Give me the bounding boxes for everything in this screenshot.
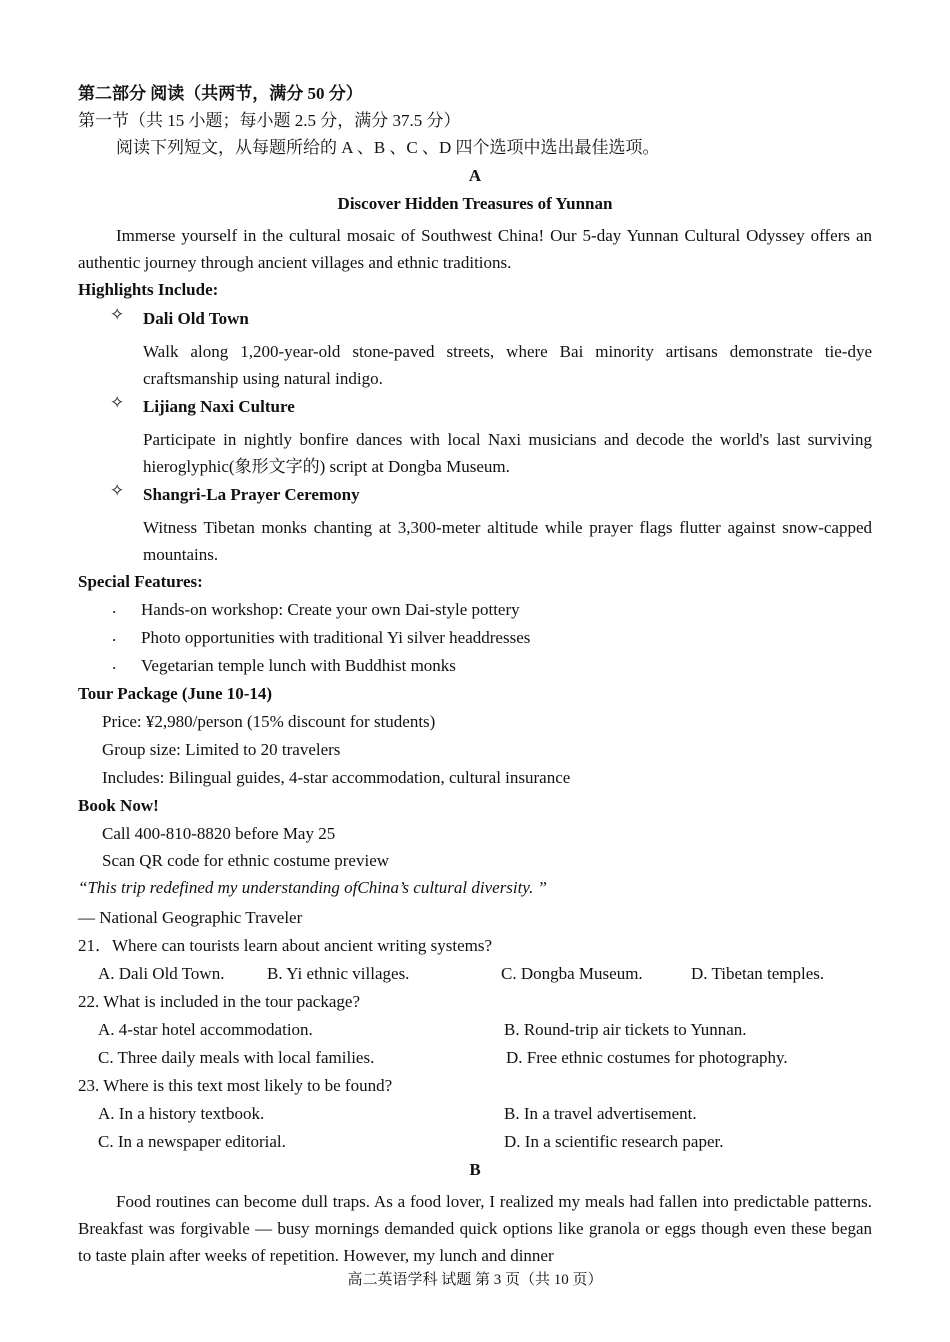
option-a: A. In a history textbook. [98,1104,265,1123]
option-a: A. 4-star hotel accommodation. [98,1020,313,1039]
passage-a-title: Discover Hidden Treasures of Yunnan [337,194,613,213]
question-stem: 22. What is included in the tour package? [78,992,360,1011]
option-b: B. In a travel advertisement. [504,1104,697,1123]
bullet-dot-icon: . [112,598,117,617]
option-d: D. Free ethnic costumes for photography. [506,1048,788,1067]
highlight-title: Shangri-La Prayer Ceremony [143,485,360,504]
option-d: D. Tibetan temples. [691,964,825,983]
package-item: Group size: Limited to 20 travelers [102,740,341,759]
page-footer: 高二英语学科 试题 第 3 页（共 10 页） [347,1272,603,1288]
passage-b-letter: B [469,1160,481,1179]
highlights-label: Highlights Include: [78,280,219,299]
option-c: C. Dongba Museum. [501,964,643,983]
question-stem: 23. Where is this text most likely to be found? [78,1076,393,1095]
four-point-star-icon: ✧ [110,393,125,412]
package-label: Tour Package (June 10-14) [78,684,273,703]
instruction: 阅读下列短文，从每题所给的 A 、B 、C 、D 四个选项中选出最佳选项。 [116,138,660,157]
book-item: Scan QR code for ethnic costume preview [102,851,390,870]
option-b: B. Round-trip air tickets to Yunnan. [504,1020,747,1039]
option-c: C. In a newspaper editorial. [98,1132,286,1151]
highlight-text: Witness Tibetan monks chanting at 3,300-meter altitude while prayer flags flutter against snow-capped mountains. [143,518,872,564]
feature-item: . Hands-on workshop: Create your own Dai-style pottery [78,596,872,624]
passage-a-letter: A [468,166,482,185]
highlight-title: Lijiang Naxi Culture [143,397,295,416]
book-label: Book Now! [78,796,159,815]
question-stem: 21．Where can tourists learn about ancient writing systems? [78,936,493,955]
book-item: Call 400-810-8820 before May 25 [102,824,336,843]
passage-a-intro: Immerse yourself in the cultural mosaic of Southwest China! Our 5-day Yunnan Cultural Odyssey offers an authentic journey through ancient villages and ethnic traditions. [78,226,872,272]
section-heading: 第二部分 阅读（共两节，满分 50 分） [78,84,363,103]
four-point-star-icon: ✧ [110,305,125,324]
feature-item: . Vegetarian temple lunch with Buddhist monks [78,652,872,680]
question-options [78,960,872,988]
highlight-text: Participate in nightly bonfire dances with local Naxi musicians and decode the world's last surviving hieroglyphic(象形文字的) script at Dongba Museum. [143,430,872,476]
section-subheading: 第一节（共 15 小题；每小题 2.5 分，满分 37.5 分） [78,111,461,130]
question-options [78,1128,872,1156]
passage-b-text: Food routines can become dull traps. As a food lover, I realized my meals had fallen into predictable patterns. Breakfast was forgivable — busy mornings demanded quick options like granola or eggs though even these began to taste plain after weeks of repetition. However, my lunch and dinner [78,1192,872,1265]
bullet-dot-icon: . [112,654,117,673]
highlight-item [78,392,872,480]
question-options [78,1016,872,1044]
quote-source: — National Geographic Traveler [78,908,303,927]
package-item: Includes: Bilingual guides, 4-star accommodation, cultural insurance [102,768,571,787]
highlight-item [78,304,872,392]
question-options [78,1100,872,1128]
highlight-text: Walk along 1,200-year-old stone-paved streets, where Bai minority artisans demonstrate tie-dye craftsmanship using natural indigo. [143,342,872,388]
option-a: A. Dali Old Town. [98,964,225,983]
option-d: D. In a scientific research paper. [504,1132,724,1151]
question-options [78,1044,872,1072]
feature-item: . Photo opportunities with traditional Yi silver headdresses [78,624,872,652]
package-item: Price: ¥2,980/person (15% discount for students) [102,712,436,731]
four-point-star-icon: ✧ [110,481,125,500]
exam-page [78,80,872,1269]
highlight-item [78,480,872,568]
features-label: Special Features: [78,572,203,591]
bullet-dot-icon: . [112,626,117,645]
option-b: B. Yi ethnic villages. [267,964,410,983]
option-c: C. Three daily meals with local families. [98,1048,375,1067]
highlight-title: Dali Old Town [143,309,249,328]
testimonial-quote: “This trip redefined my understanding ofChina’s cultural diversity. ” [78,878,547,897]
